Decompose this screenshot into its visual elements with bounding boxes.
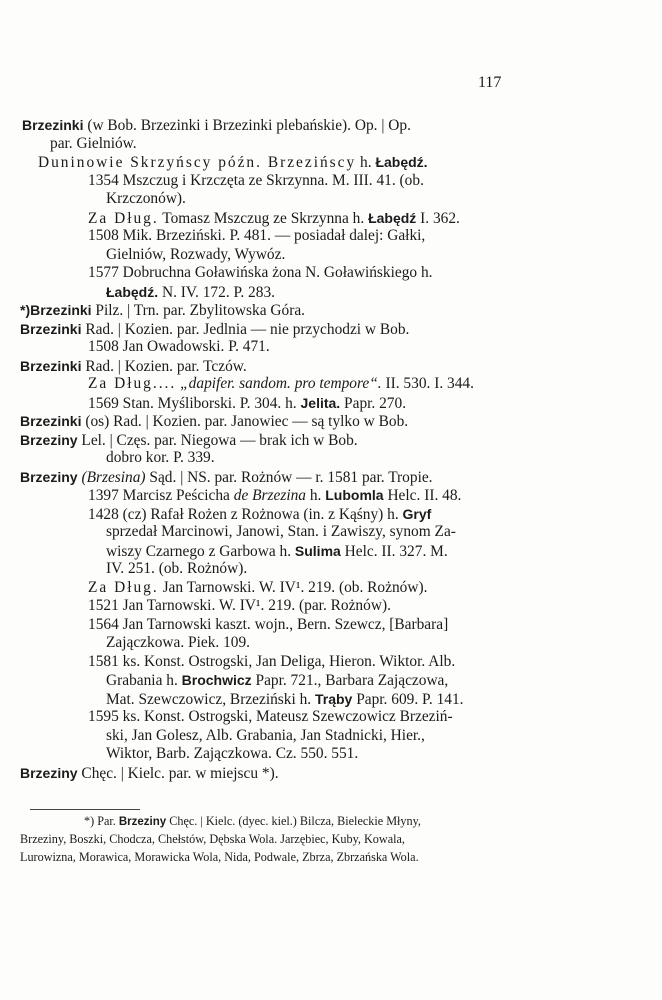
- text-run: wiszy Czarnego z Garbowa h.: [106, 542, 295, 560]
- text-run: Papr. 721., Barbara Zajączowa,: [251, 672, 449, 689]
- text-line: [88, 227, 662, 246]
- text-line: [88, 653, 662, 672]
- bold-term: Trąby: [314, 690, 353, 707]
- text-line: [20, 431, 662, 450]
- text-run: II. 530. I. 344.: [381, 375, 474, 392]
- bold-term: Jelita.: [300, 394, 341, 411]
- text-line: [88, 375, 662, 394]
- text-run: 1397 Marcisz Peścicha: [88, 487, 234, 504]
- text-run: ski, Jan Golesz, Alb. Grabania, Jan Stadnicki, Hier.,: [106, 726, 425, 744]
- bold-term: Brzeziny: [118, 816, 167, 828]
- text-line: [20, 357, 662, 376]
- bold-term: Brzezinki: [20, 413, 82, 429]
- text-run: Chęc. | Kielc. (dyec. kiel.) Bilcza, Bieleckie Młyny,: [166, 814, 421, 828]
- bold-term: Łabędź.: [106, 283, 159, 300]
- bold-term: Brzezinki: [20, 320, 82, 337]
- text-line: [106, 283, 662, 302]
- text-run: 1595 ks. Konst. Ostrogski, Mateusz Szewczowicz Brzeziń-: [88, 708, 453, 725]
- text-run: 1569 Stan. Myśliborski. P. 304. h.: [88, 394, 301, 412]
- text-run: IV. 251. (ob. Rożnów).: [106, 560, 248, 577]
- entry-text-block: [0, 116, 662, 782]
- text-run: 1354 Mszczug i Krzczęta ze Skrzynna. M. III. 41. (ob.: [88, 171, 424, 189]
- text-run: Lel. | Częs. par. Niegowa — brak ich w Bob.: [77, 431, 358, 449]
- text-run: Tomasz Mszczug ze Skrzynna h.: [158, 209, 369, 227]
- text-line: [20, 764, 662, 783]
- text-run: 1521 Jan Tarnowski. W. IV¹. 219. (par. Rożnów).: [88, 597, 391, 614]
- text-run: par. Gielniów.: [50, 134, 137, 152]
- spaced-text: Za Dług.: [88, 209, 159, 227]
- italic-text: (Brzesina): [81, 468, 146, 486]
- text-run: (os) Rad. | Kozien. par. Janowiec — są tylko w Bob.: [81, 413, 409, 430]
- spaced-text: Duninowie Skrzyńscy późn. Brzezińscy: [38, 154, 357, 171]
- text-line: [88, 486, 662, 505]
- text-run: 1508 Mik. Brzeziński. P. 481. — posiadał dalej: Gałki,: [88, 227, 426, 244]
- bold-term: Brzezinki: [22, 117, 84, 133]
- text-run: 1428 (cz) Rafał Rożen z Rożnowa (in. z Kąśny) h.: [88, 505, 403, 523]
- text-line: [20, 301, 662, 320]
- text-line: [106, 449, 662, 468]
- text-line: [20, 320, 662, 339]
- text-line: [88, 394, 662, 413]
- text-run: h.: [356, 154, 376, 171]
- italic-text: de Brzezina: [233, 487, 306, 504]
- spaced-text: Za Dług....: [88, 375, 177, 392]
- text-line: [88, 264, 662, 283]
- text-run: dobro kor. P. 339.: [106, 449, 215, 466]
- text-line: [106, 745, 662, 764]
- text-line: [106, 190, 662, 209]
- text-run: 1577 Dobruchna Goławińska żona N. Goławińskiego h.: [88, 264, 433, 281]
- text-run: Chęc. | Kielc. par. w miejscu *).: [77, 764, 279, 782]
- bold-term: Lubomla: [325, 487, 384, 503]
- bold-term: Brzeziny: [20, 468, 78, 485]
- text-run: Papr. 609. P. 141.: [352, 690, 464, 708]
- spaced-text: Za Dług.: [88, 578, 159, 596]
- bold-term: Brzeziny: [20, 764, 78, 781]
- text-line: [106, 542, 662, 561]
- bold-term: Sulima: [294, 542, 341, 559]
- text-line: [88, 597, 662, 616]
- bold-term: *)Brzezinki: [20, 302, 92, 318]
- text-line: [106, 671, 662, 690]
- text-line: [88, 708, 662, 727]
- text-line: [106, 246, 662, 265]
- footnote-block: [0, 812, 662, 866]
- text-run: Wiktor, Barb. Zajączkowa. Cz. 550. 551.: [106, 745, 359, 762]
- text-run: Jan Tarnowski. W. IV¹. 219. (ob. Rożnów).: [158, 578, 428, 596]
- footnote-line: [84, 812, 662, 830]
- text-run: Pilz. | Trn. par. Zbylitowska Góra.: [91, 302, 305, 319]
- text-run: Papr. 270.: [340, 394, 407, 412]
- text-run: N. IV. 172. P. 283.: [158, 283, 275, 301]
- text-line: [106, 634, 662, 653]
- text-line: [88, 616, 662, 635]
- text-run: (w Bob. Brzezinki i Brzezinki plebańskie). Op. | Op.: [83, 117, 411, 134]
- bold-term: Brochwicz: [181, 672, 252, 688]
- text-line: [22, 116, 662, 135]
- text-run: Lurowizna, Morawica, Morawicka Wola, Nida, Podwale, Zbrza, Zbrzańska Wola.: [20, 850, 419, 864]
- bold-term: Brzeziny: [20, 431, 78, 448]
- text-run: 1564 Jan Tarnowski kaszt. wojn., Bern. Szewcz, [Barbara]: [88, 615, 449, 633]
- text-run: *) Par.: [84, 814, 119, 828]
- text-run: Helc. II. 48.: [383, 487, 462, 504]
- text-line: [106, 690, 662, 709]
- text-run: 1508 Jan Owadowski. P. 471.: [88, 338, 270, 355]
- text-line: [106, 523, 662, 542]
- text-run: sprzedał Marcinowi, Janowi, Stan. i Zawiszy, synom Za-: [106, 523, 456, 540]
- bold-term: Łabędź: [368, 209, 417, 226]
- text-run: Grabania h.: [106, 672, 182, 689]
- text-run: 1581 ks. Konst. Ostrogski, Jan Deliga, Hieron. Wiktor. Alb.: [88, 652, 456, 670]
- text-run: Sąd. | NS. par. Rożnów — r. 1581 par. Tropie.: [145, 468, 433, 486]
- text-run: Zajączkowa. Piek. 109.: [106, 634, 251, 651]
- text-line: [106, 727, 662, 746]
- text-run: Rad. | Kozien. par. Jedlnia — nie przychodzi w Bob.: [81, 320, 410, 338]
- footnote-line: [20, 830, 662, 848]
- text-run: h.: [306, 487, 326, 504]
- bold-term: Brzezinki: [20, 357, 82, 374]
- text-line: [88, 209, 662, 228]
- bold-term: Gryf: [402, 505, 432, 522]
- text-line: [38, 153, 662, 172]
- bold-term: Łabędź.: [375, 154, 428, 170]
- text-run: Rad. | Kozien. par. Tczów.: [81, 357, 247, 375]
- text-run: Mat. Szewczowicz, Brzeziński h.: [106, 690, 315, 708]
- page-number: 117: [478, 74, 502, 91]
- footnote-divider: [30, 809, 140, 810]
- text-run: I. 362.: [416, 209, 460, 227]
- text-run: Krzczonów).: [106, 190, 186, 207]
- text-line: [50, 135, 662, 154]
- text-line: [106, 560, 662, 579]
- text-line: [88, 505, 662, 524]
- text-line: [20, 468, 662, 487]
- text-run: Brzeziny, Boszki, Chodcza, Chełstów, Dębska Wola. Jarzębiec, Kuby, Kowala,: [20, 832, 405, 846]
- text-line: [20, 412, 662, 431]
- text-run: Helc. II. 327. M.: [340, 542, 448, 560]
- footnote-line: [20, 848, 662, 866]
- italic-text: „dapifer. sandom. pro tempore“.: [180, 375, 382, 392]
- text-line: [88, 338, 662, 357]
- text-line: [88, 172, 662, 191]
- text-line: [88, 579, 662, 598]
- text-run: Gielniów, Rozwady, Wywóz.: [106, 245, 286, 263]
